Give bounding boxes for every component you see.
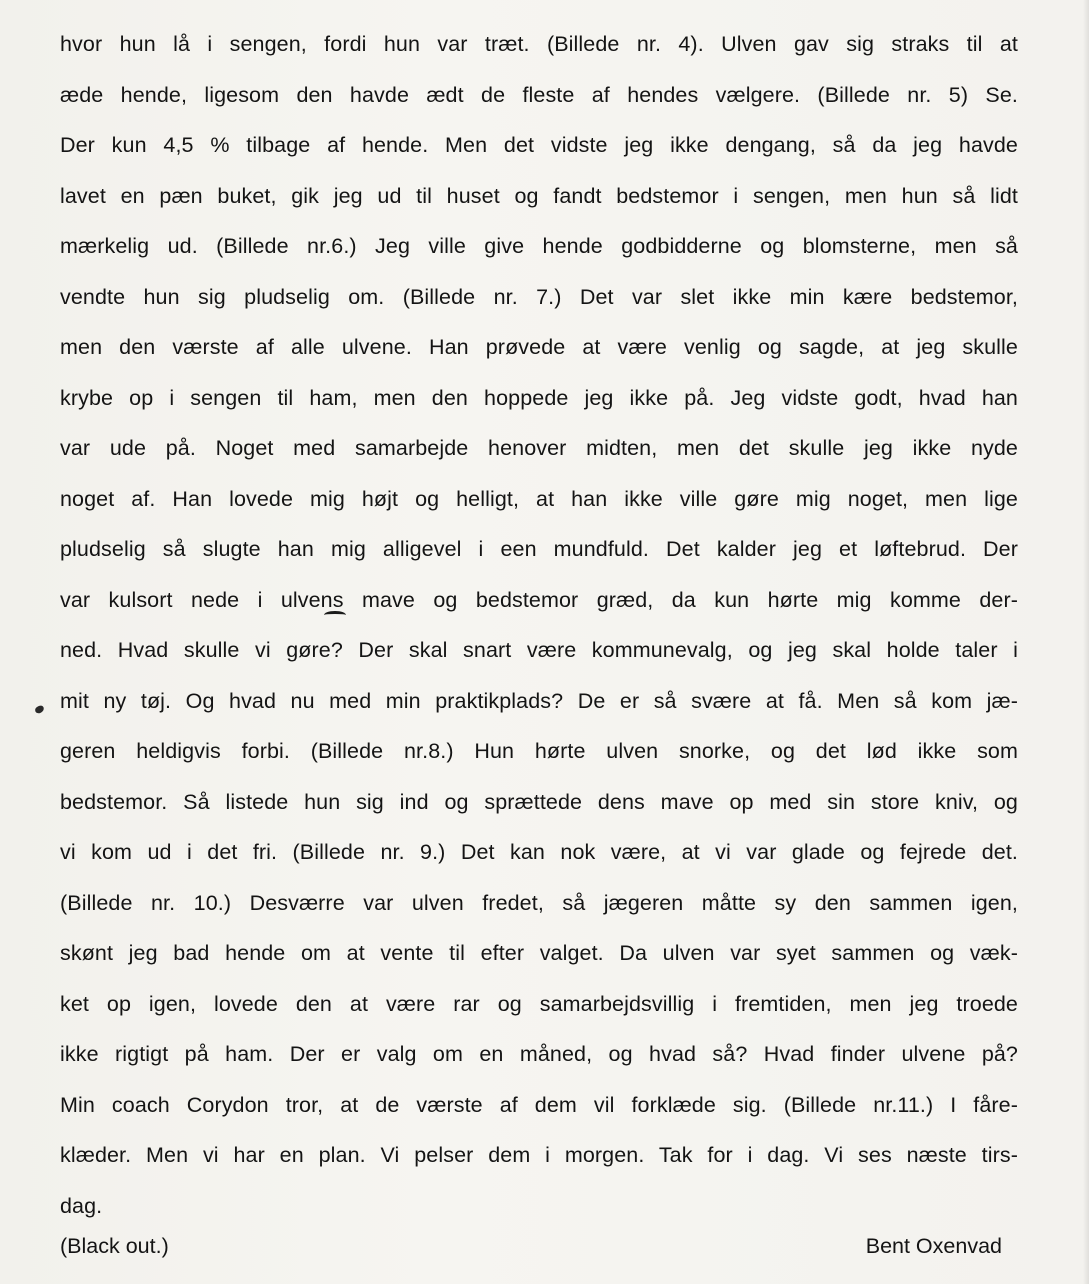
text-line: pludselig så slugte han mig alligevel i een mundfuld. Det kalder jeg et løftebrud. Der: [60, 537, 1018, 561]
text-line: bedstemor. Så listede hun sig ind og sprættede dens mave op med sin store kniv, og: [60, 789, 1018, 814]
body-text: [60, 22, 1018, 1234]
text-line: ket op igen, lovede den at være rar og samarbejdsvillig i fremtiden, men jeg troede: [60, 991, 1018, 1016]
text-line: var ude på. Noget med samarbejde henover midten, men det skulle jeg ikke nyde: [60, 436, 1018, 460]
text-line: Der kun 4,5 % tilbage af hende. Men det vidste jeg ikke dengang, så da jeg havde: [60, 133, 1018, 157]
text-line: geren heldigvis forbi. (Billede nr.8.) Hun hørte ulven snorke, og det lød ikke som: [60, 739, 1018, 763]
scan-edge-shadow: [1083, 0, 1089, 1284]
text-line: vi kom ud i det fri. (Billede nr. 9.) Det kan nok være, at vi var glade og fejrede det.: [60, 840, 1018, 864]
text-line: ned. Hvad skulle vi gøre? Der skal snart være kommunevalg, og jeg skal holde taler i: [60, 638, 1018, 662]
text-line: dag.: [60, 1193, 103, 1218]
text-line: men den værste af alle ulvene. Han prøvede at være venlig og sagde, at jeg skulle: [60, 335, 1018, 359]
text-line: hvor hun lå i sengen, fordi hun var træt. (Billede nr. 4). Ulven gav sig straks til at: [60, 32, 1018, 56]
stage-note: (Black out.): [60, 1234, 169, 1258]
author-name: Bent Oxenvad: [865, 1234, 1002, 1258]
text-line: vendte hun sig pludselig om. (Billede nr. 7.) Det var slet ikke min kære bedstemor,: [60, 284, 1018, 309]
text-line: lavet en pæn buket, gik jeg ud til huset og fandt bedstemor i sengen, men hun så lidt: [60, 183, 1018, 208]
text-line: Min coach Corydon tror, at de værste af dem vil forklæde sig. (Billede nr.11.) I fåre-: [60, 1092, 1018, 1117]
text-line: æde hende, ligesom den havde ædt de fleste af hendes vælgere. (Billede nr. 5) Se.: [60, 82, 1018, 107]
ink-stroke-mark: [324, 611, 346, 619]
text-line: skønt jeg bad hende om at vente til efter valget. Da ulven var syet sammen og væk-: [60, 941, 1018, 965]
text-line: krybe op i sengen til ham, men den hoppede jeg ikke på. Jeg vidste godt, hvad han: [60, 385, 1018, 410]
text-line: mit ny tøj. Og hvad nu med min praktikplads? De er så svære at få. Men så kom jæ-: [60, 688, 1018, 713]
text-line: noget af. Han lovede mig højt og helligt, at han ikke ville gøre mig noget, men lige: [60, 486, 1018, 511]
text-line: klæder. Men vi har en plan. Vi pelser dem i morgen. Tak for i dag. Vi ses næste tirs-: [60, 1143, 1018, 1167]
text-line: mærkelig ud. (Billede nr.6.) Jeg ville give hende godbidderne og blomsterne, men så: [60, 234, 1018, 258]
ink-speck-mark: [34, 705, 45, 715]
footer: [60, 1226, 1002, 1266]
text-line: ikke rigtigt på ham. Der er valg om en måned, og hvad så? Hvad finder ulvene på?: [60, 1042, 1018, 1066]
text-line: (Billede nr. 10.) Desværre var ulven fredet, så jægeren måtte sy den sammen igen,: [60, 890, 1018, 915]
text-line: var kulsort nede i ulvens mave og bedstemor græd, da kun hørte mig komme der-: [60, 587, 1018, 612]
